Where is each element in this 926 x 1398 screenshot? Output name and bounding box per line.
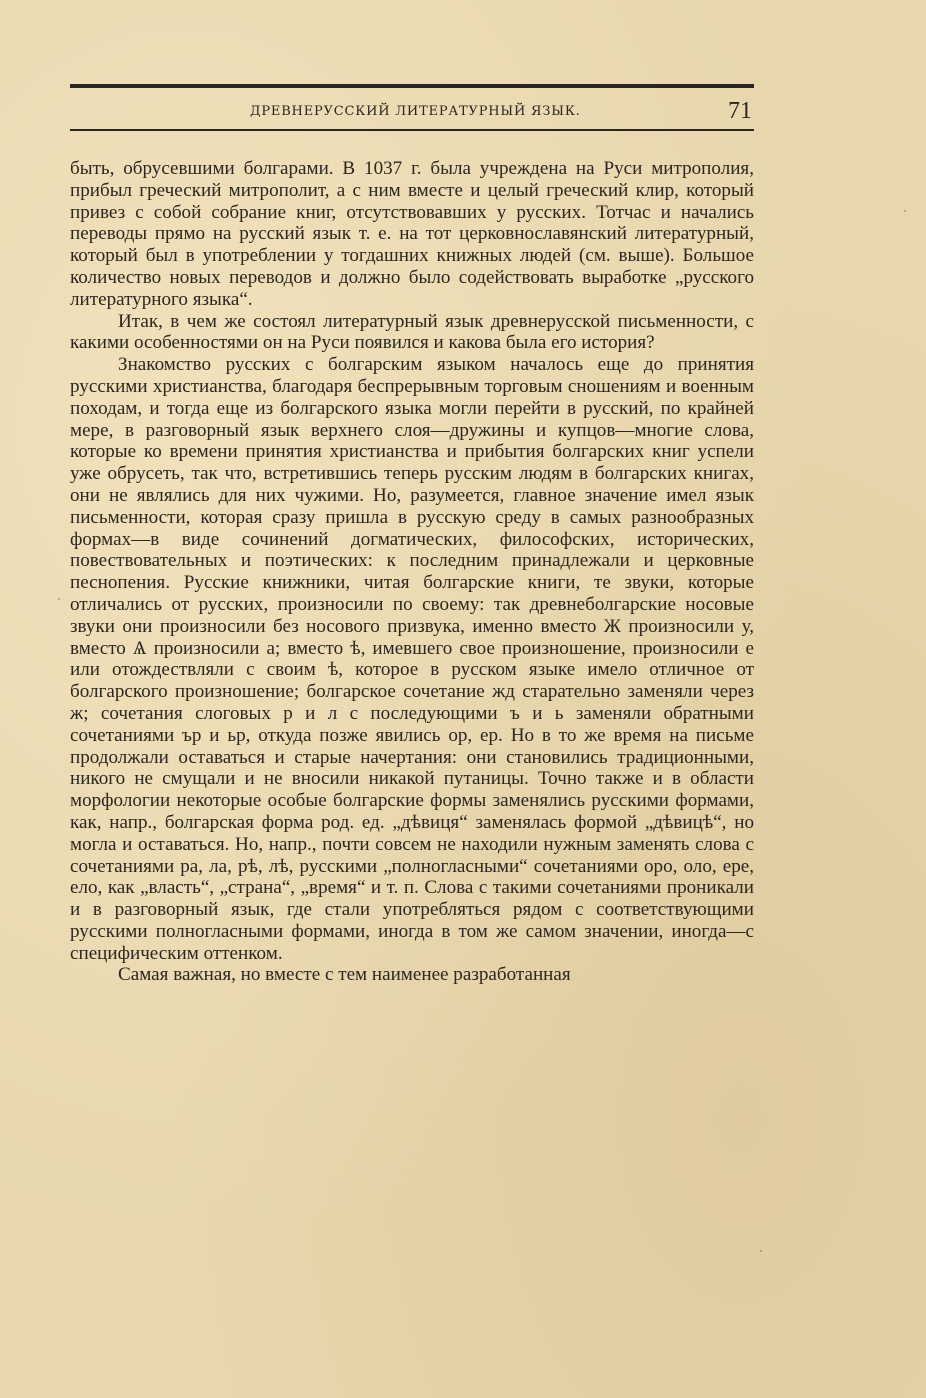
page-number: 71 [728, 98, 752, 124]
paper-speck [904, 210, 906, 212]
running-header [70, 98, 754, 126]
header-rule-bottom [70, 129, 754, 131]
paragraph-1: быть, обрусевшими болгарами. В 1037 г. была учреждена на Руси митрополия, прибыл греческий митрополит, а с ним вместе и целый греческий клир, который привез с собой собрание книг, отсутствовавших у русских. Тотчас и начались переводы прямо на русский язык т. е. на тот церковнославянский литературный, который был в употреблении у тогдашних книжных людей (см. выше). Большое количество новых переводов и должно было содействовать выработке „русского литературного языка“. [70, 158, 754, 310]
paragraph-2: Итак, в чем же состоял литературный язык древнерусской письменности, с какими особенностями он на Руси появился и какова была его история? [70, 310, 754, 354]
running-title: ДРЕВНЕРУССКИЙ ЛИТЕРАТУРНЫЙ ЯЗЫК. [250, 104, 581, 119]
header-rule-top [70, 84, 754, 88]
paragraph-3: Знакомство русских с болгарским языком началось еще до принятия русскими христианства, благодаря беспрерывным торговым сношениям и военным походам, и тогда еще из болгарского языка могли перейти в русский, по крайней мере, в разговорный язык верхнего слоя—дружины и купцов—многие слова, которые ко времени принятия христианства и прибытия болгарских книг успели уже обрусеть, так что, встретившись теперь русским людям в болгарских книгах, они не являлись для них чужими. Но, разумеется, главное значение имел язык письменности, которая сразу пришла в русскую среду в самых разнообразных формах—в виде сочинений догматических, философских, исторических, повествовательных и поэтических: к последним принадлежали и церковные песнопения. Русские книжники, читая болгарские книги, те звуки, которые отличались от русских, произносили по своему: так древнеболгарские носовые звуки они произносили без носового призвука, именно вместо Ж произносили у, вместо Ѧ произносили а; вместо ѣ, имевшего свое произношение, произносили е или отождествляли с своим ѣ, которое в русском языке имело отличное от болгарского произношение; болгарское сочетание жд старательно заменяли через ж; сочетания слоговых р и л с последующими ъ и ь заменяли обратными сочетаниями ър и ьр, откуда позже явились ор, ер. Но в то же время на письме продолжали оставаться и старые начертания: они становились традиционными, никого не смущали и не вносили никакой путаницы. Точно также и в области морфологии некоторые особые болгарские формы заменялись русскими формами, как, напр., болгарская форма род. ед. „дѣвиця“ заменялась формой „дѣвицѣ“, но могла и оставаться. Но, напр., почти совсем не находили нужным заменять слова с сочетаниями ра, ла, рѣ, лѣ, русскими „полногласными“ сочетаниями оро, оло, ере, ело, как „власть“, „страна“, „время“ и т. п. Слова с такими сочетаниями проникали и в разговорный язык, где стали употребляться рядом с соответствующими русскими полногласными формами, иногда в том же самом значении, иногда—с специфическим оттенком. [70, 354, 754, 964]
paper-speck [58, 598, 60, 600]
paragraph-4: Самая важная, но вместе с тем наименее разработанная [118, 964, 571, 986]
book-page [70, 84, 754, 1324]
paper-speck [760, 1250, 762, 1252]
body-text [70, 158, 754, 986]
